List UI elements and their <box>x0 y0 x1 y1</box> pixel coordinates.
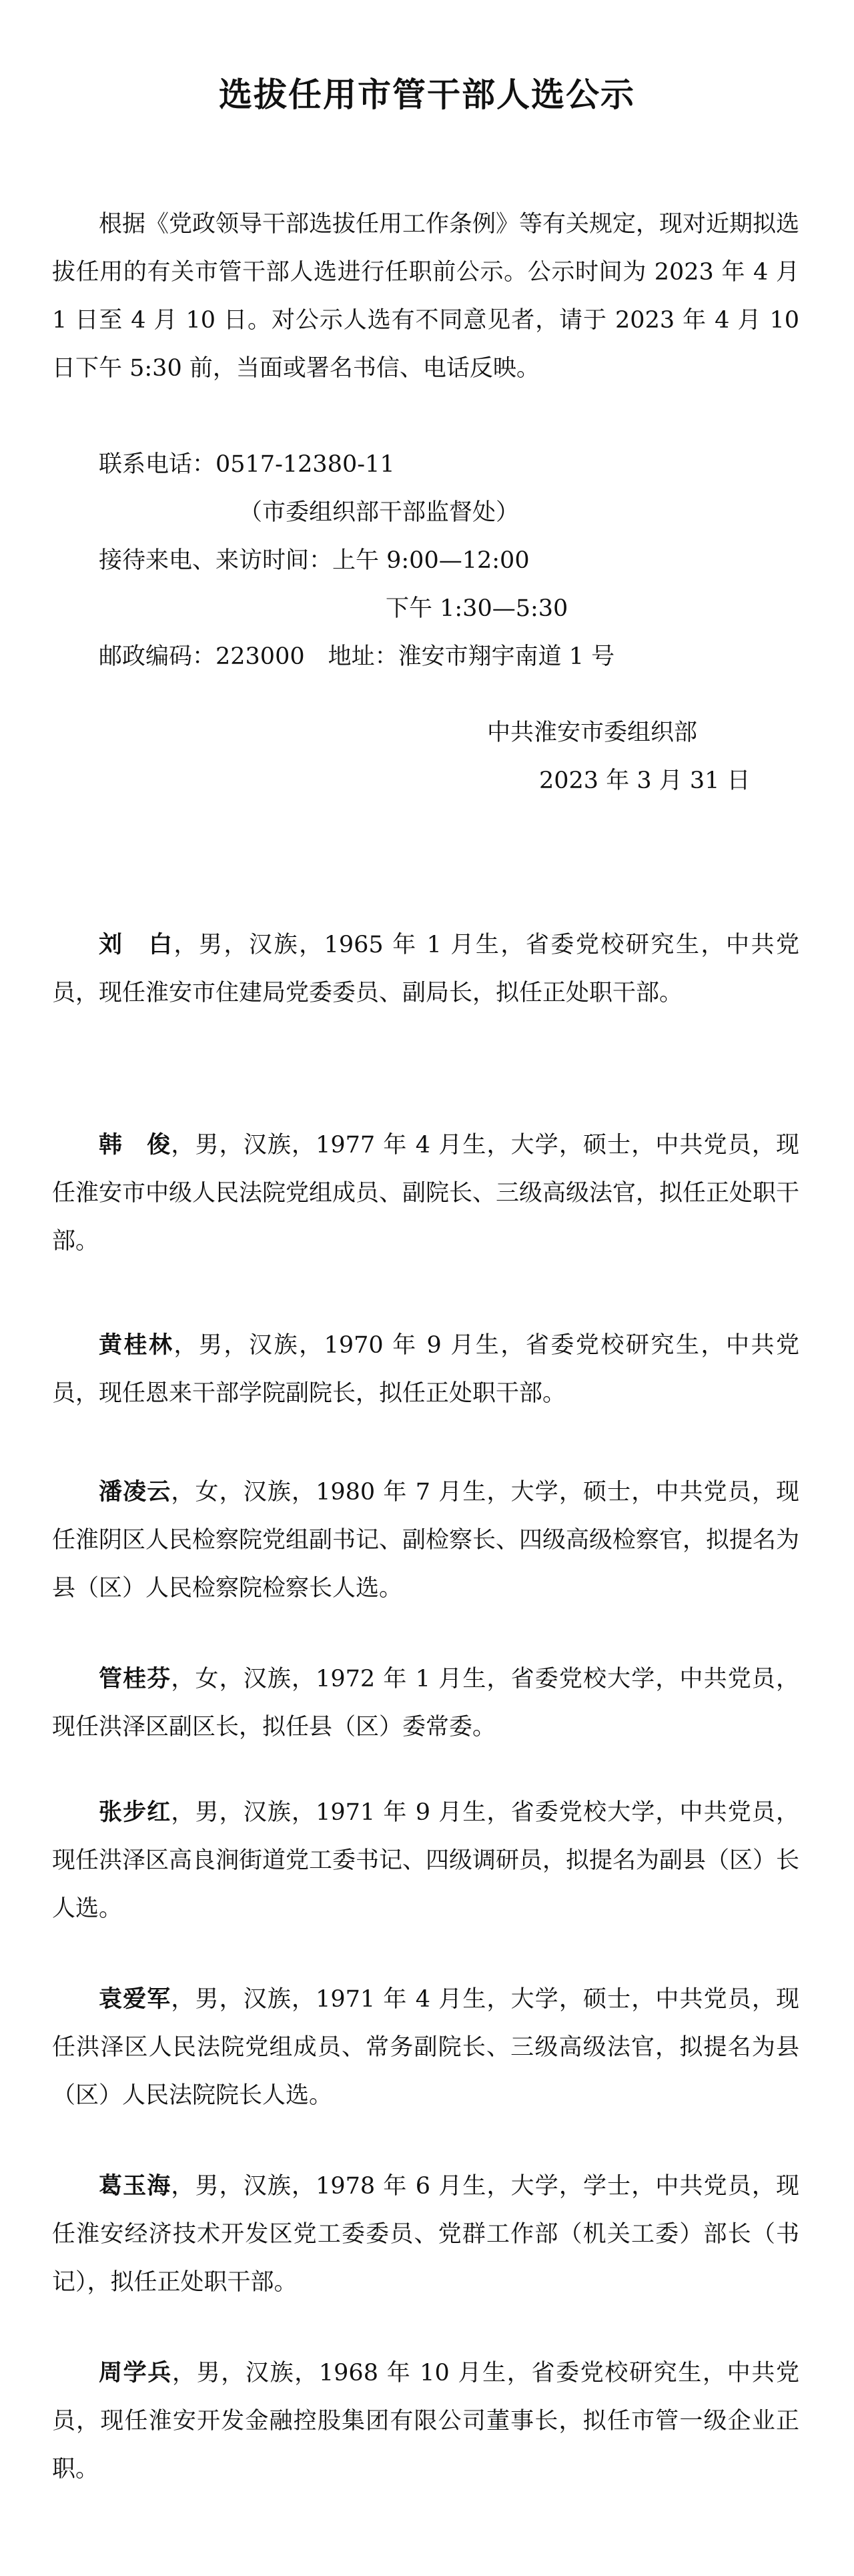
candidate-name: 张步红 <box>99 1799 171 1826</box>
contact-office: （市委组织部干部监督处） <box>239 499 520 526</box>
candidate-description: ，男，汉族，1977 年 4 月生，大学，硕士，中共党员，现任淮安市中级人民法院党组成员、副院长、三级高级法官，拟任正处职干部。 <box>52 1132 800 1255</box>
candidate-description: ，男，汉族，1970 年 9 月生，省委党校研究生，中共党员，现任恩来干部学院副院长，拟任正处职干部。 <box>52 1332 799 1407</box>
issue-date: 2023 年 3 月 31 日 <box>539 767 751 794</box>
page-title: 选拔任用市管干部人选公示 <box>219 75 635 114</box>
candidate-entry <box>52 1975 799 2120</box>
candidate-description: ，男，汉族，1978 年 6 月生，大学，学士，中共党员，现任淮安经济技术开发区党工委委员、党群工作部（机关工委）部长（书记），拟任正处职干部。 <box>52 2173 799 2296</box>
candidate-entry <box>52 1789 799 1933</box>
candidate-name: 葛玉海 <box>99 2172 171 2200</box>
candidate-entry <box>52 921 799 1017</box>
issuer: 中共淮安市委组织部 <box>487 719 698 746</box>
contact-phone: 联系电话：0517-12380-11 <box>99 451 395 478</box>
candidate-description: ，男，汉族，1971 年 4 月生，大学，硕士，中共党员，现任洪泽区人民法院党组成员、常务副院长、三级高级法官，拟提名为县（区）人民法院院长人选。 <box>52 1986 799 2109</box>
candidate-name: 袁爱军 <box>99 1985 171 2013</box>
candidate-name: 潘凌云 <box>99 1478 171 1506</box>
candidate-entry <box>52 1321 799 1417</box>
candidate-description: ，女，汉族，1972 年 1 月生，省委党校大学，中共党员，现任洪泽区副区长，拟任县（区）委常委。 <box>52 1666 799 1740</box>
reception-hours-am: 接待来电、来访时间：上午 9:00—12:00 <box>99 547 530 574</box>
candidate-entry <box>52 1121 799 1265</box>
candidate-entry <box>52 1468 799 1612</box>
candidate-name: 管桂芬 <box>99 1665 171 1692</box>
candidate-name: 黄桂林 <box>99 1331 174 1359</box>
candidate-entry <box>52 1655 799 1751</box>
candidate-description: ，男，汉族，1965 年 1 月生，省委党校研究生，中共党员，现任淮安市住建局党委委员、副局长，拟任正处职干部。 <box>52 932 799 1006</box>
candidate-description: ，男，汉族，1968 年 10 月生，省委党校研究生，中共党员，现任淮安开发金融控股集团有限公司董事长，拟任市管一级企业正职。 <box>52 2360 799 2483</box>
candidate-entry <box>52 2162 799 2306</box>
candidate-description: ，女，汉族，1980 年 7 月生，大学，硕士，中共党员，现任淮阴区人民检察院党组副书记、副检察长、四级高级检察官，拟提名为县（区）人民检察院检察长人选。 <box>52 1479 800 1602</box>
candidate-name: 韩 俊 <box>99 1131 171 1159</box>
candidate-entry <box>52 2349 799 2493</box>
candidate-name: 周学兵 <box>99 2359 172 2386</box>
candidate-description: ，男，汉族，1971 年 9 月生，省委党校大学，中共党员，现任洪泽区高良涧街道党工委书记、四级调研员，拟提名为副县（区）长人选。 <box>52 1799 800 1922</box>
intro-paragraph: 根据《党政领导干部选拔任用工作条例》等有关规定，现对近期拟选拔任用的有关市管干部人选进行任职前公示。公示时间为 2023 年 4 月 1 日至 4 月 10 日。对公示人选有不同意见者，请于 2023 年 4 月 10 日下午 5:30 前，当面或署名书信、电话反映。 <box>52 211 800 382</box>
candidate-name: 刘 白 <box>99 931 174 958</box>
postal-address: 邮政编码：223000 地址：淮安市翔宇南道 1 号 <box>99 643 615 670</box>
reception-hours-pm: 下午 1:30—5:30 <box>386 595 568 622</box>
